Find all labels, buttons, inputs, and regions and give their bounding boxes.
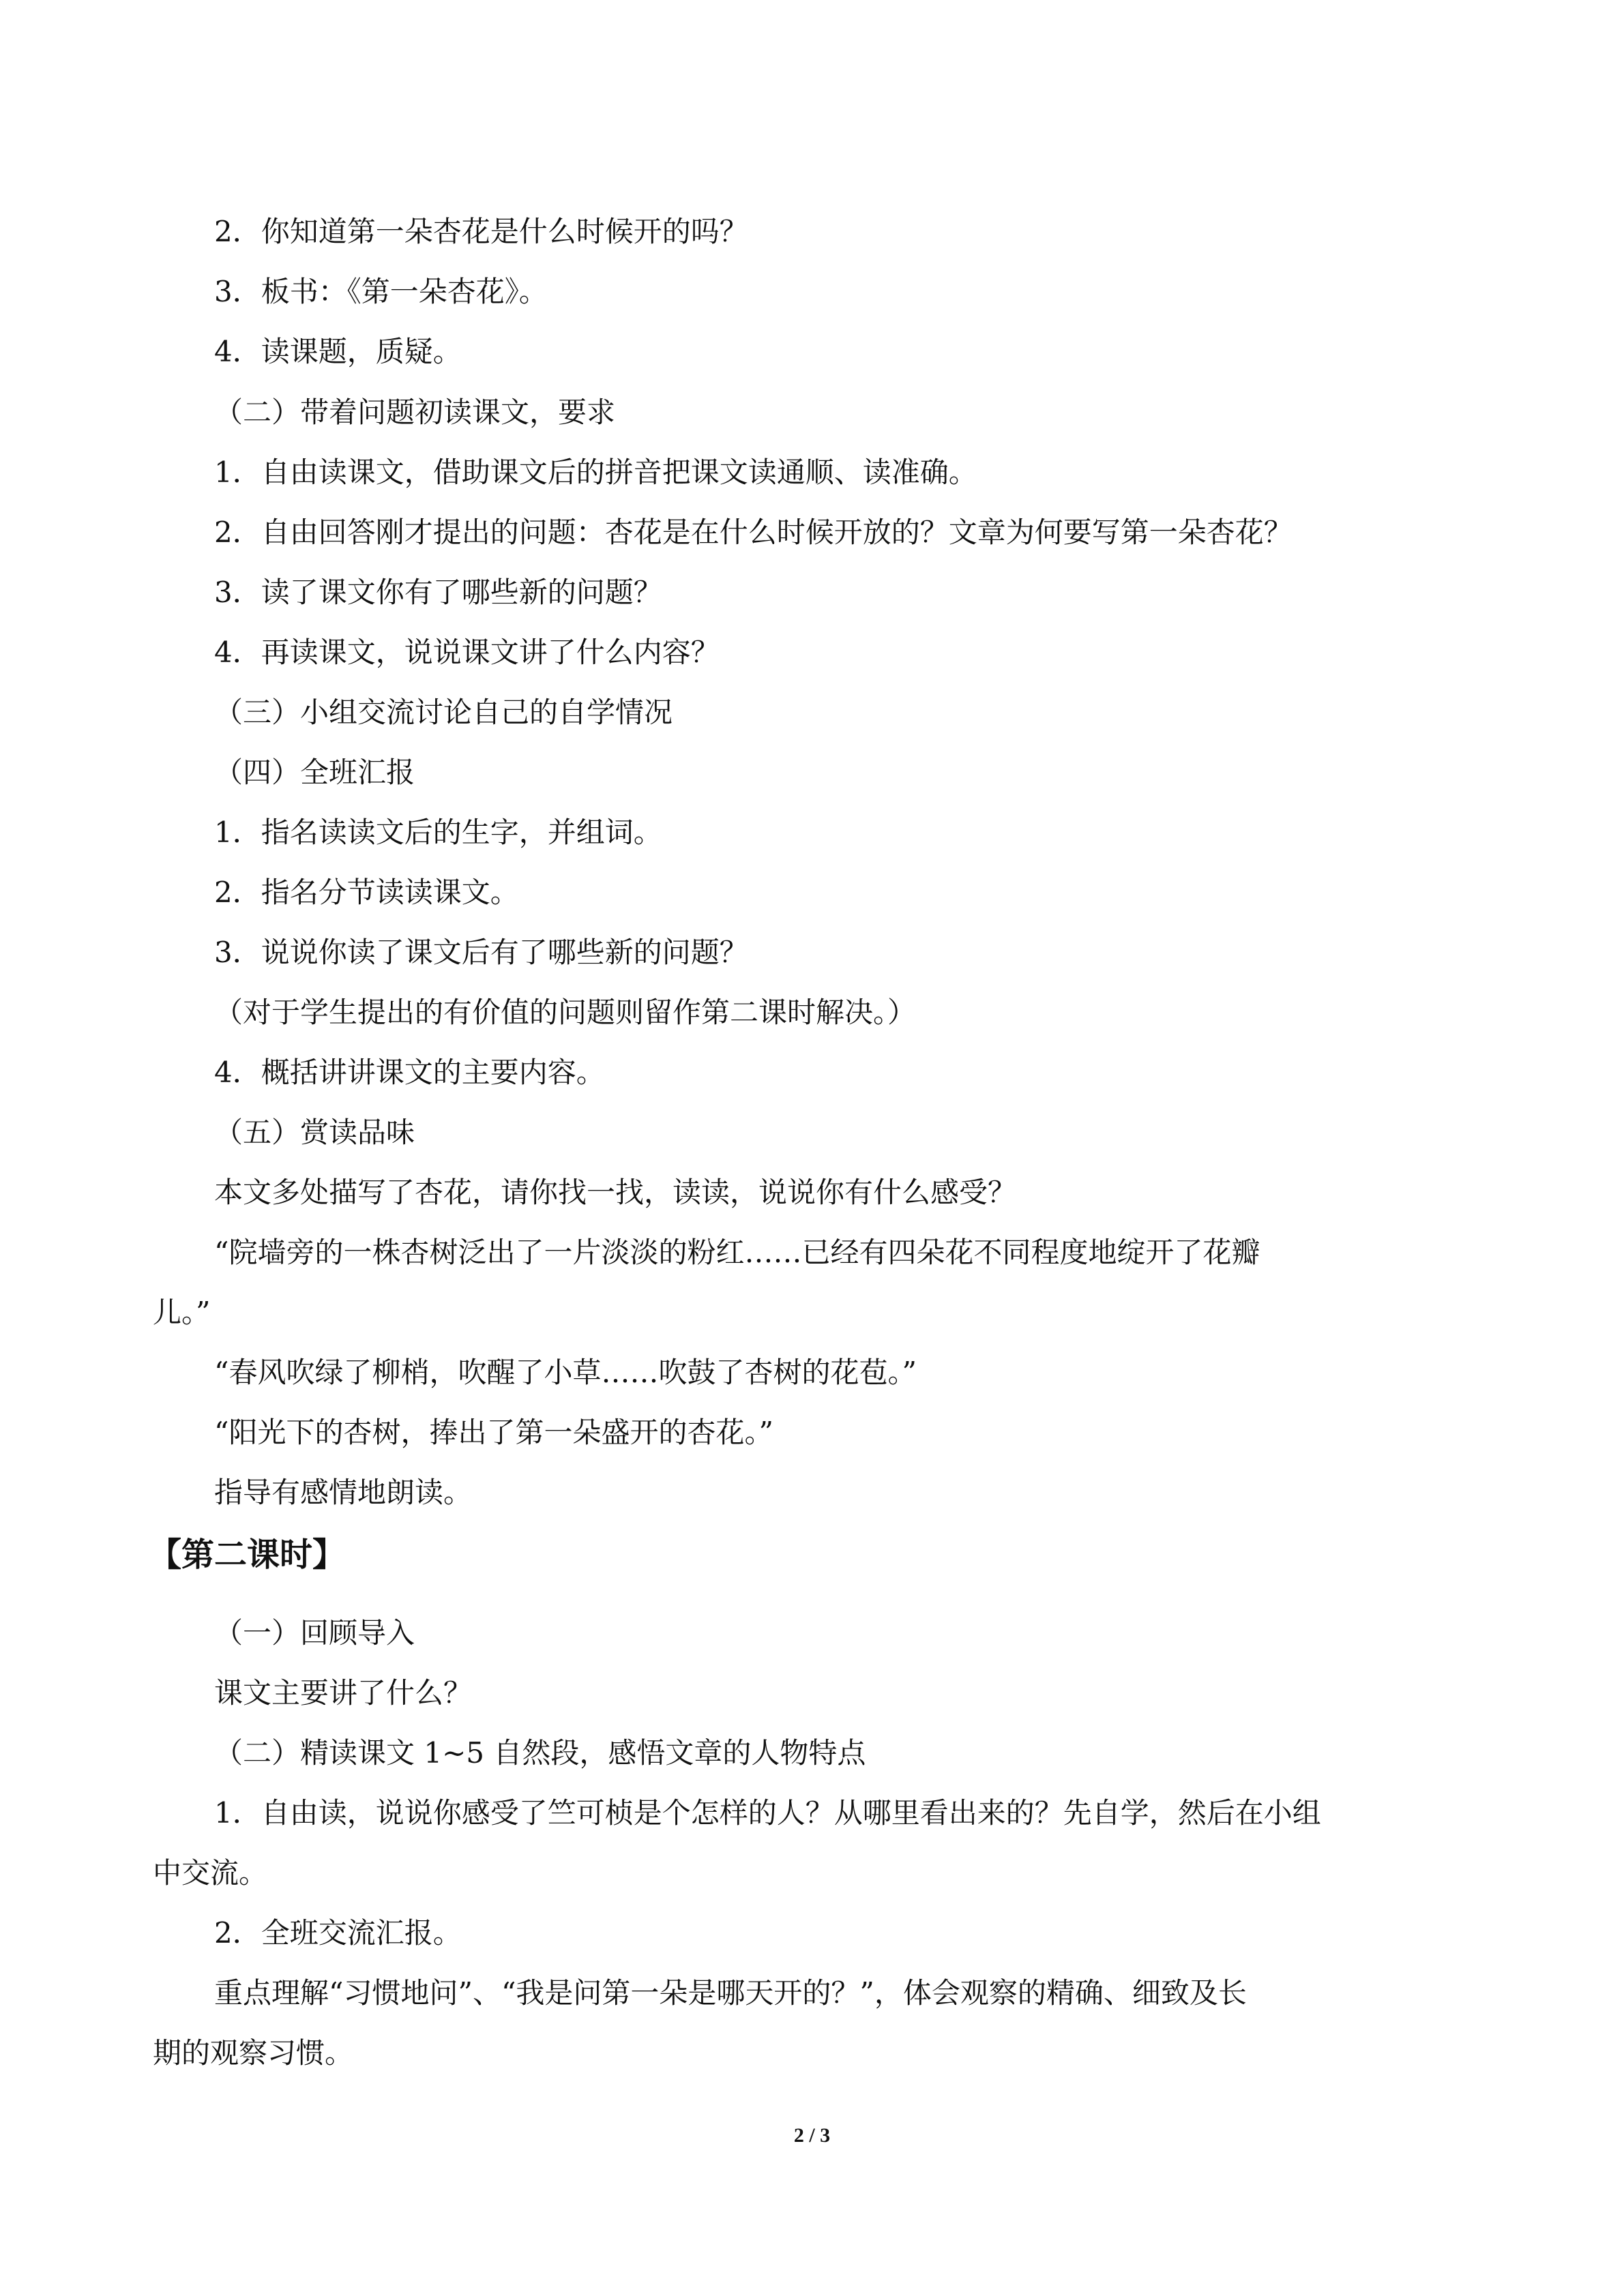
text-line: 2．你知道第一朵杏花是什么时候开的吗？: [214, 215, 748, 248]
text-line: （五）赏读品味: [214, 1116, 415, 1149]
text-line: “阳光下的杏树，捧出了第一朵盛开的杏花。”: [214, 1416, 773, 1449]
text-line: 2．自由回答刚才提出的问题：杏花是在什么时候开放的？文章为何要写第一朵杏花？: [214, 516, 1293, 549]
text-line: 3．读了课文你有了哪些新的问题？: [214, 576, 662, 609]
text-line: （三）小组交流讨论自己的自学情况: [214, 696, 673, 729]
text-line: 儿。”: [153, 1296, 211, 1329]
text-line: 本文多处描写了杏花，请你找一找，读读，说说你有什么感受？: [214, 1176, 1017, 1209]
text-line: 重点理解“习惯地问”、“我是问第一朵是哪天开的？”，体会观察的精确、细致及长: [214, 1976, 1247, 2010]
section-heading: 【第二课时】: [149, 1536, 346, 1574]
text-line: 期的观察习惯。: [153, 2036, 354, 2070]
text-line: “春风吹绿了柳梢，吹醒了小草……吹鼓了杏树的花苞。”: [214, 1356, 917, 1389]
text-line: “院墙旁的一株杏树泛出了一片淡淡的粉红……已经有四朵花不同程度地绽开了花瓣: [214, 1236, 1260, 1269]
text-line: 指导有感情地朗读。: [214, 1476, 473, 1509]
text-line: 1．自由读课文，借助课文后的拼音把课文读通顺、读准确。: [214, 456, 977, 489]
text-line: 3．说说你读了课文后有了哪些新的问题？: [214, 936, 748, 969]
text-line: 4．读课题，质疑。: [214, 335, 462, 368]
text-line: 1．自由读，说说你感受了竺可桢是个怎样的人？从哪里看出来的？先自学，然后在小组: [214, 1796, 1321, 1830]
text-line: 3．板书：《第一朵杏花》。: [214, 275, 548, 308]
text-line: 2．全班交流汇报。: [214, 1916, 462, 1950]
text-line: （对于学生提出的有价值的问题则留作第二课时解决。）: [214, 996, 917, 1029]
text-line: （四）全班汇报: [214, 756, 415, 789]
text-line: 4．再读课文，说说课文讲了什么内容？: [214, 636, 720, 669]
text-line: 2．指名分节读读课文。: [214, 876, 519, 909]
text-line: 1．指名读读文后的生字，并组词。: [214, 816, 662, 849]
text-line: 中交流。: [153, 1856, 268, 1890]
page-number: 2 / 3: [793, 2124, 831, 2147]
text-line: （二）带着问题初读课文，要求: [214, 396, 616, 429]
text-line: 课文主要讲了什么？: [214, 1676, 473, 1710]
text-line: （二）精读课文 1~5 自然段，感悟文章的人物特点: [214, 1736, 866, 1770]
text-line: （一）回顾导入: [214, 1616, 415, 1650]
text-line: 4．概括讲讲课文的主要内容。: [214, 1056, 605, 1089]
